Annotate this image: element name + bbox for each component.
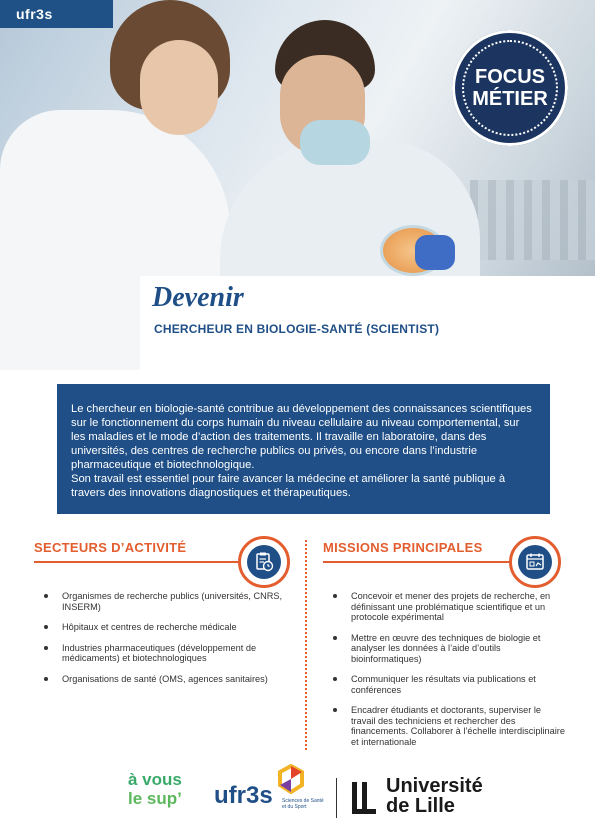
ufr3s-sub-line-2: et du Sport [282, 804, 307, 810]
ufr3s-hexagon-icon [276, 764, 306, 794]
title-panel [140, 276, 595, 370]
ufr3s-sub-line-1: Sciences de Santé [282, 798, 324, 804]
list-item: Hôpitaux et centres de recherche médicale [34, 622, 289, 633]
missions-section [323, 540, 568, 757]
a-vous-le-sup-logo [128, 770, 182, 808]
ufr3s-logo: ufr3s [214, 782, 273, 809]
avous-line-2: le sup’ [128, 789, 182, 808]
avous-line-1: à vous [128, 770, 182, 789]
brand-logo: ufr3s [16, 6, 53, 22]
lab-shelf-shape [470, 180, 595, 260]
list-item: Organismes de recherche publics (universités, CNRS, INSERM) [34, 591, 289, 612]
researcher-face-left [140, 40, 218, 135]
missions-heading: MISSIONS PRINCIPALES [323, 540, 533, 563]
lille-line-1: Université [386, 775, 483, 797]
column-divider [305, 540, 307, 750]
badge-line-1: FOCUS [475, 66, 545, 88]
ufr3s-subtitle [282, 798, 324, 810]
secteurs-section [34, 540, 289, 694]
page-title: Devenir [152, 282, 244, 313]
intro-paragraph-1: Le chercheur en biologie-santé contribue au développement des connaissances scientifiques sur le fonctionnement du corps humain du niveau cellulaire au niveau comportemental, sur les maladies et le mode d’action des traitements. Il travaille en laboratoire, dans des universités, des centres de recherche publics ou privés, ou encore dans l’industrie pharmaceutique et biotechnologique. [71, 403, 532, 471]
blue-glove [415, 235, 455, 270]
clipboard-clock-icon [238, 536, 290, 588]
list-item: Industries pharmaceutiques (développement de médicaments) et biotechnologiques [34, 643, 289, 664]
calendar-chart-icon [509, 536, 561, 588]
logo-separator [336, 778, 337, 818]
list-item: Mettre en œuvre des techniques de biologie et analyser les données à l’aide d’outils bioinformatiques) [323, 633, 568, 665]
brand-bar [0, 0, 113, 28]
job-title: CHERCHEUR EN BIOLOGIE-SANTÉ (SCIENTIST) [154, 322, 440, 336]
universite-lille-logo [386, 776, 483, 816]
badge-line-2: MÉTIER [472, 88, 548, 110]
intro-paragraph-2: Son travail est essentiel pour faire avancer la médecine et améliorer la santé publique à travers des innovations diagnostiques et thérapeutiques. [71, 473, 506, 499]
intro-box [57, 384, 550, 514]
focus-metier-badge [452, 30, 568, 146]
face-mask [300, 120, 370, 165]
list-item: Organisations de santé (OMS, agences sanitaires) [34, 674, 289, 685]
list-item: Concevoir et mener des projets de recherche, en définissant une problématique scientifique et un protocole expérimental [323, 591, 568, 623]
list-item: Communiquer les résultats via publications et conférences [323, 674, 568, 695]
list-item: Encadrer étudiants et doctorants, superviser le travail des techniciens et rechercher des financements. Collaborer à l’échelle interdisciplinaire et internationale [323, 705, 568, 747]
secteurs-list [34, 591, 289, 684]
lille-line-2: de Lille [386, 795, 455, 817]
universite-lille-icon [350, 778, 378, 818]
footer-logos [0, 760, 595, 828]
secteurs-heading: SECTEURS D’ACTIVITÉ [34, 540, 244, 563]
missions-list [323, 591, 568, 747]
